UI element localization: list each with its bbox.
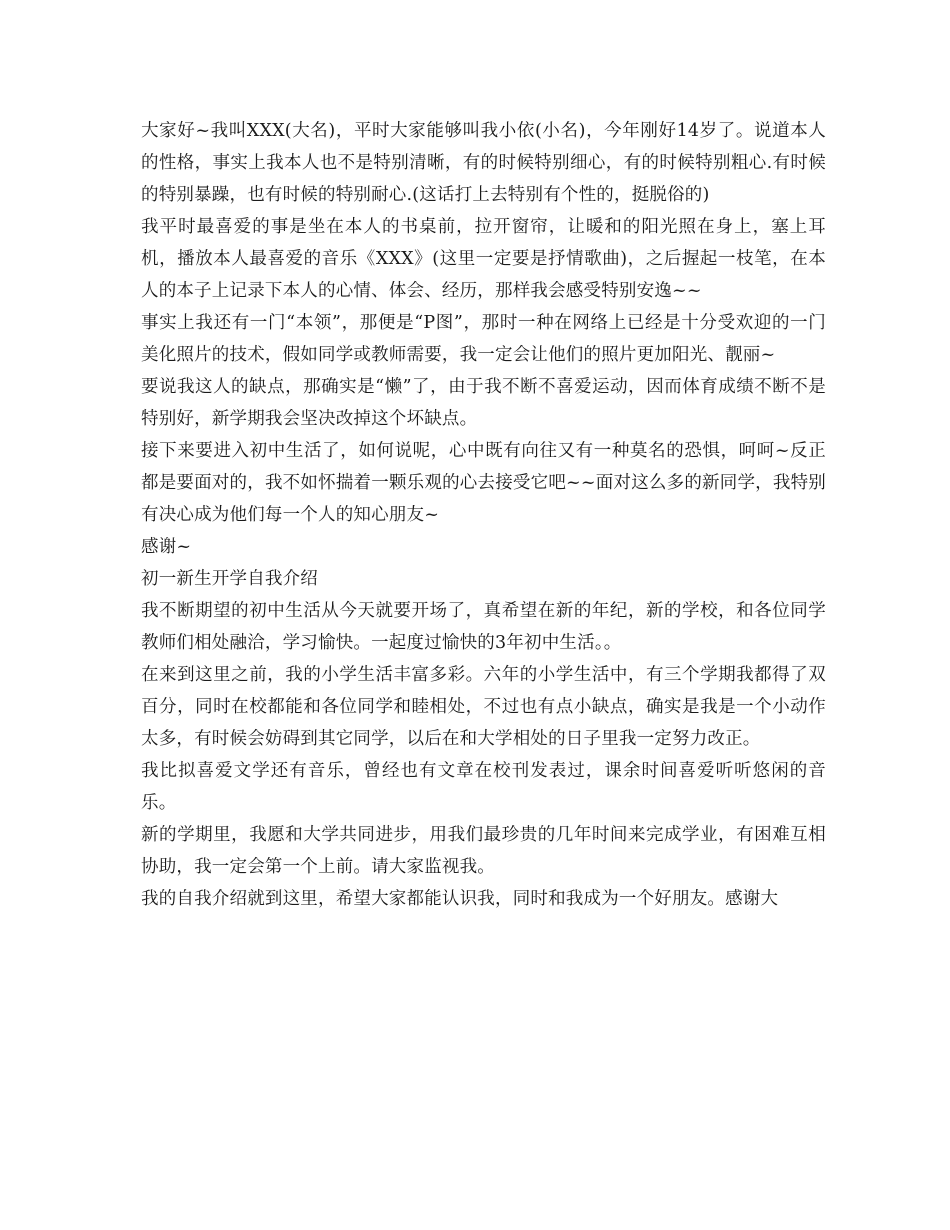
paragraph-new-term: 新的学期里，我愿和大学共同进步，用我们最珍贵的几年时间来完成学业，有困难互相协助，我一定会第一个上前。请大家监视我。 [141, 825, 826, 877]
paragraph-closing: 我的自我介绍就到这里，希望大家都能认识我，同时和我成为一个好朋友。感谢大 [141, 889, 779, 909]
paragraph-weakness: 要说我这人的缺点，那确实是“懒”了，由于我不断不喜爱运动，因而体育成绩不断不是特别好，新学期我会坚决改掉这个坏缺点。 [141, 377, 826, 429]
paragraph-hobby: 我平时最喜爱的事是坐在本人的书桌前，拉开窗帘，让暖和的阳光照在身上，塞上耳机，播放本人最喜爱的音乐《XXX》(这里一定要是抒情歌曲)，之后握起一枝笔，在本人的本子上记录下本人的心情、体会、经历，那样我会感受特别安逸~~ [141, 217, 826, 301]
paragraph-expectation: 我不断期望的初中生活从今天就要开场了，真希望在新的年纪，新的学校，和各位同学教师们相处融洽，学习愉快。一起度过愉快的3年初中生活。。 [141, 601, 826, 653]
paragraph-thanks: 感谢~ [141, 537, 192, 557]
section-heading: 初一新生开学自我介绍 [141, 569, 318, 589]
paragraph-primary-school: 在来到这里之前，我的小学生活丰富多彩。六年的小学生活中，有三个学期我都得了双百分，同时在校都能和各位同学和睦相处，不过也有点小缺点，确实是我是一个小动作太多，有时候会妨碍到其它同学，以后在和大学相处的日子里我一定努力改正。 [141, 665, 826, 749]
document-body [141, 115, 826, 915]
paragraph-skill: 事实上我还有一门“本领”，那便是“P图”，那时一种在网络上已经是十分受欢迎的一门美化照片的技术，假如同学或教师需要，我一定会让他们的照片更加阳光、靓丽~ [141, 313, 826, 365]
paragraph-intro: 大家好~我叫XXX(大名)，平时大家能够叫我小依(小名)，今年刚好14岁了。说道本人的性格，事实上我本人也不是特别清晰，有的时候特别细心，有的时候特别粗心.有时候的特别暴躁，也有时候的特别耐心.(这话打上去特别有个性的，挺脱俗的) [141, 121, 826, 205]
paragraph-outlook: 接下来要进入初中生活了，如何说呢，心中既有向往又有一种莫名的恐惧，呵呵~反正都是要面对的，我不如怀揣着一颗乐观的心去接受它吧~~面对这么多的新同学，我特别有决心成为他们每一个人的知心朋友~ [141, 441, 826, 525]
paragraph-interests: 我比拟喜爱文学还有音乐，曾经也有文章在校刊发表过，课余时间喜爱听听悠闲的音乐。 [141, 761, 826, 813]
